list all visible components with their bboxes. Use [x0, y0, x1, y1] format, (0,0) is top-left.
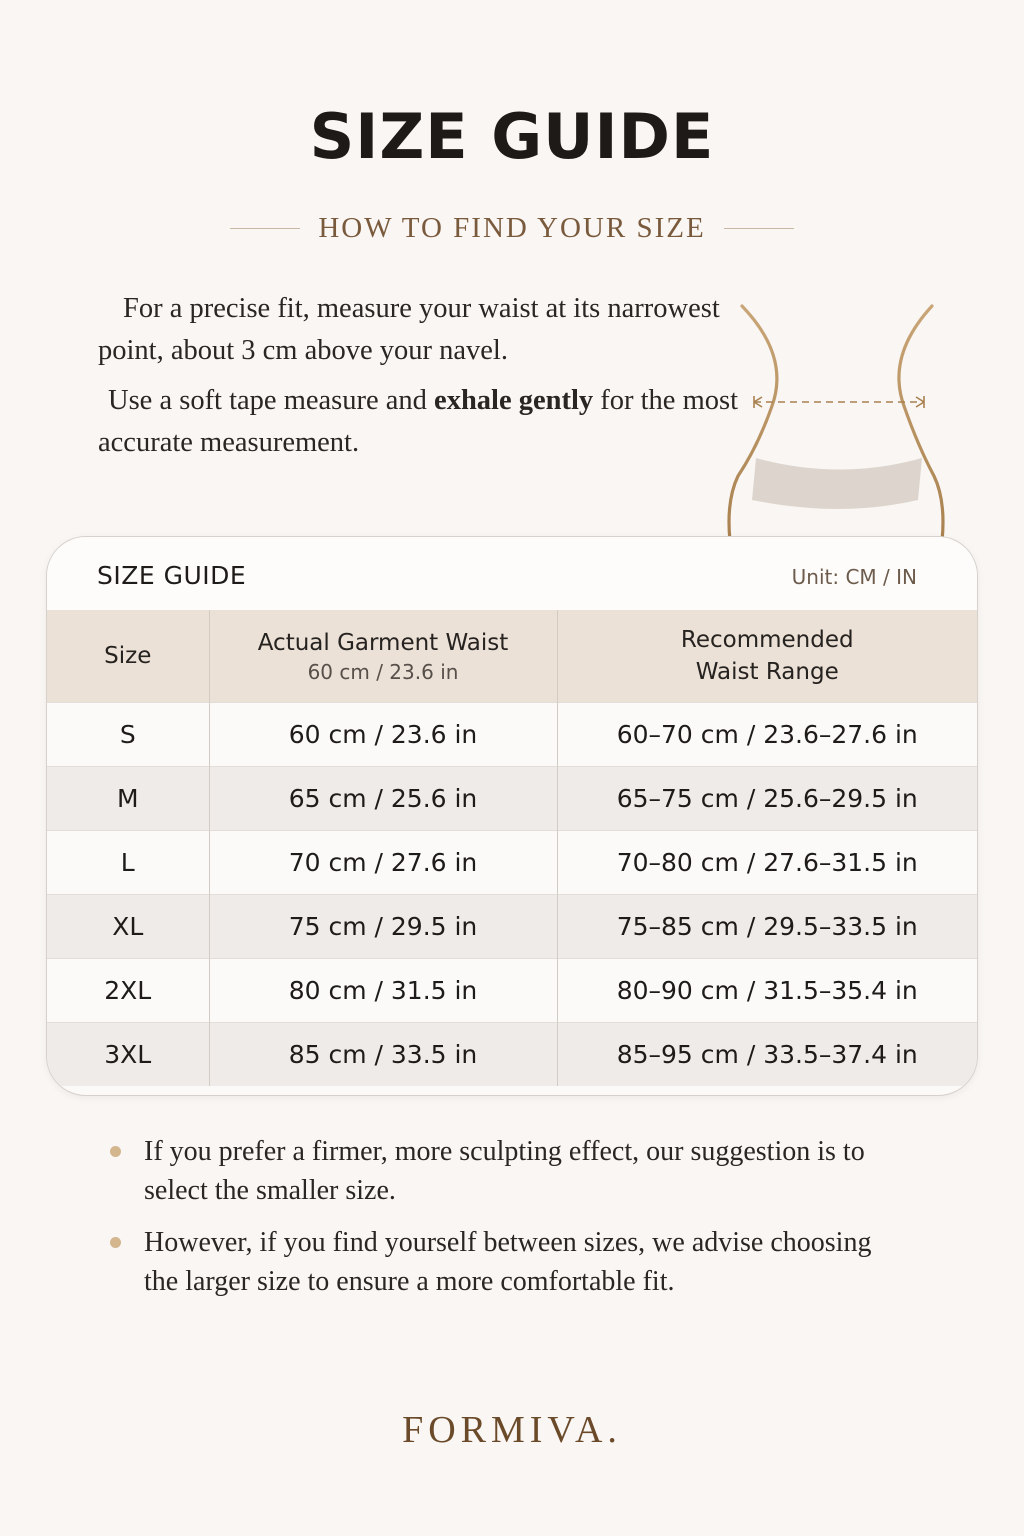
table-row — [47, 766, 977, 830]
cell-size: S — [47, 702, 209, 766]
intro-paragraph-2-end: for the most accurate measurement. — [98, 385, 739, 458]
table-row — [47, 894, 977, 958]
bullet-dot-icon — [110, 1237, 121, 1248]
cell-actual: 70 cm / 27.6 in — [209, 830, 557, 894]
cell-actual: 75 cm / 29.5 in — [209, 894, 557, 958]
page-title: SIZE GUIDE — [309, 100, 715, 173]
intro-paragraph-2 — [98, 380, 738, 464]
divider-left — [230, 228, 300, 229]
cell-actual: 60 cm / 23.6 in — [209, 702, 557, 766]
size-table — [47, 610, 977, 1086]
header-recommended-range — [557, 610, 977, 702]
header-size: Size — [47, 610, 209, 702]
table-row — [47, 958, 977, 1022]
intro-paragraph-2-start: Use a soft tape measure and — [108, 385, 435, 416]
body-outline-left — [729, 306, 777, 541]
header-recommended-line1: Recommended — [680, 626, 854, 653]
cell-size: L — [47, 830, 209, 894]
table-row — [47, 1022, 977, 1086]
waist-silhouette-icon — [720, 296, 960, 546]
measurement-arrow-right — [916, 396, 924, 408]
intro-text — [98, 288, 738, 464]
cell-size: 2XL — [47, 958, 209, 1022]
header-actual-label: Actual Garment Waist — [257, 629, 509, 656]
sizing-notes — [110, 1132, 910, 1314]
cell-range: 80–90 cm / 31.5–35.4 in — [557, 958, 977, 1022]
cell-range: 70–80 cm / 27.6–31.5 in — [557, 830, 977, 894]
cell-size: M — [47, 766, 209, 830]
header-actual-sub: 60 cm / 23.6 in — [307, 659, 459, 684]
intro-paragraph-2-emphasis: exhale gently — [434, 385, 594, 416]
cell-actual: 65 cm / 25.6 in — [209, 766, 557, 830]
note-text: However, if you find yourself between sizes, we advise choosing the larger size to ensure a more comfortable fit. — [144, 1227, 872, 1297]
cell-range: 85–95 cm / 33.5–37.4 in — [557, 1022, 977, 1086]
cell-actual: 85 cm / 33.5 in — [209, 1022, 557, 1086]
table-header-row — [47, 610, 977, 702]
cell-size: 3XL — [47, 1022, 209, 1086]
body-outline-right — [899, 306, 943, 541]
card-header — [47, 537, 977, 610]
intro-paragraph-1: For a precise fit, measure your waist at its narrowest point, about 3 cm above your navel. — [98, 293, 720, 366]
cell-actual: 80 cm / 31.5 in — [209, 958, 557, 1022]
unit-label: Unit: CM / IN — [791, 565, 917, 589]
divider-right — [724, 228, 794, 229]
subtitle-row — [0, 212, 1024, 245]
brand-logo: FORMIVA. — [402, 1409, 622, 1451]
size-guide-card — [46, 536, 978, 1096]
bullet-dot-icon — [110, 1146, 121, 1157]
cell-range: 60–70 cm / 23.6–27.6 in — [557, 702, 977, 766]
waistband-shape — [752, 458, 922, 509]
cell-size: XL — [47, 894, 209, 958]
table-row — [47, 702, 977, 766]
header-recommended-line2: Waist Range — [695, 658, 839, 685]
note-item — [110, 1223, 910, 1301]
cell-range: 75–85 cm / 29.5–33.5 in — [557, 894, 977, 958]
note-item — [110, 1132, 910, 1210]
note-text: If you prefer a firmer, more sculpting effect, our suggestion is to select the smaller size. — [144, 1136, 865, 1206]
waist-measurement-illustration-icon — [720, 296, 960, 546]
cell-range: 65–75 cm / 25.6–29.5 in — [557, 766, 977, 830]
table-title: SIZE GUIDE — [97, 561, 247, 590]
page-subtitle: HOW TO FIND YOUR SIZE — [318, 212, 706, 244]
table-row — [47, 830, 977, 894]
header-actual-waist — [209, 610, 557, 702]
